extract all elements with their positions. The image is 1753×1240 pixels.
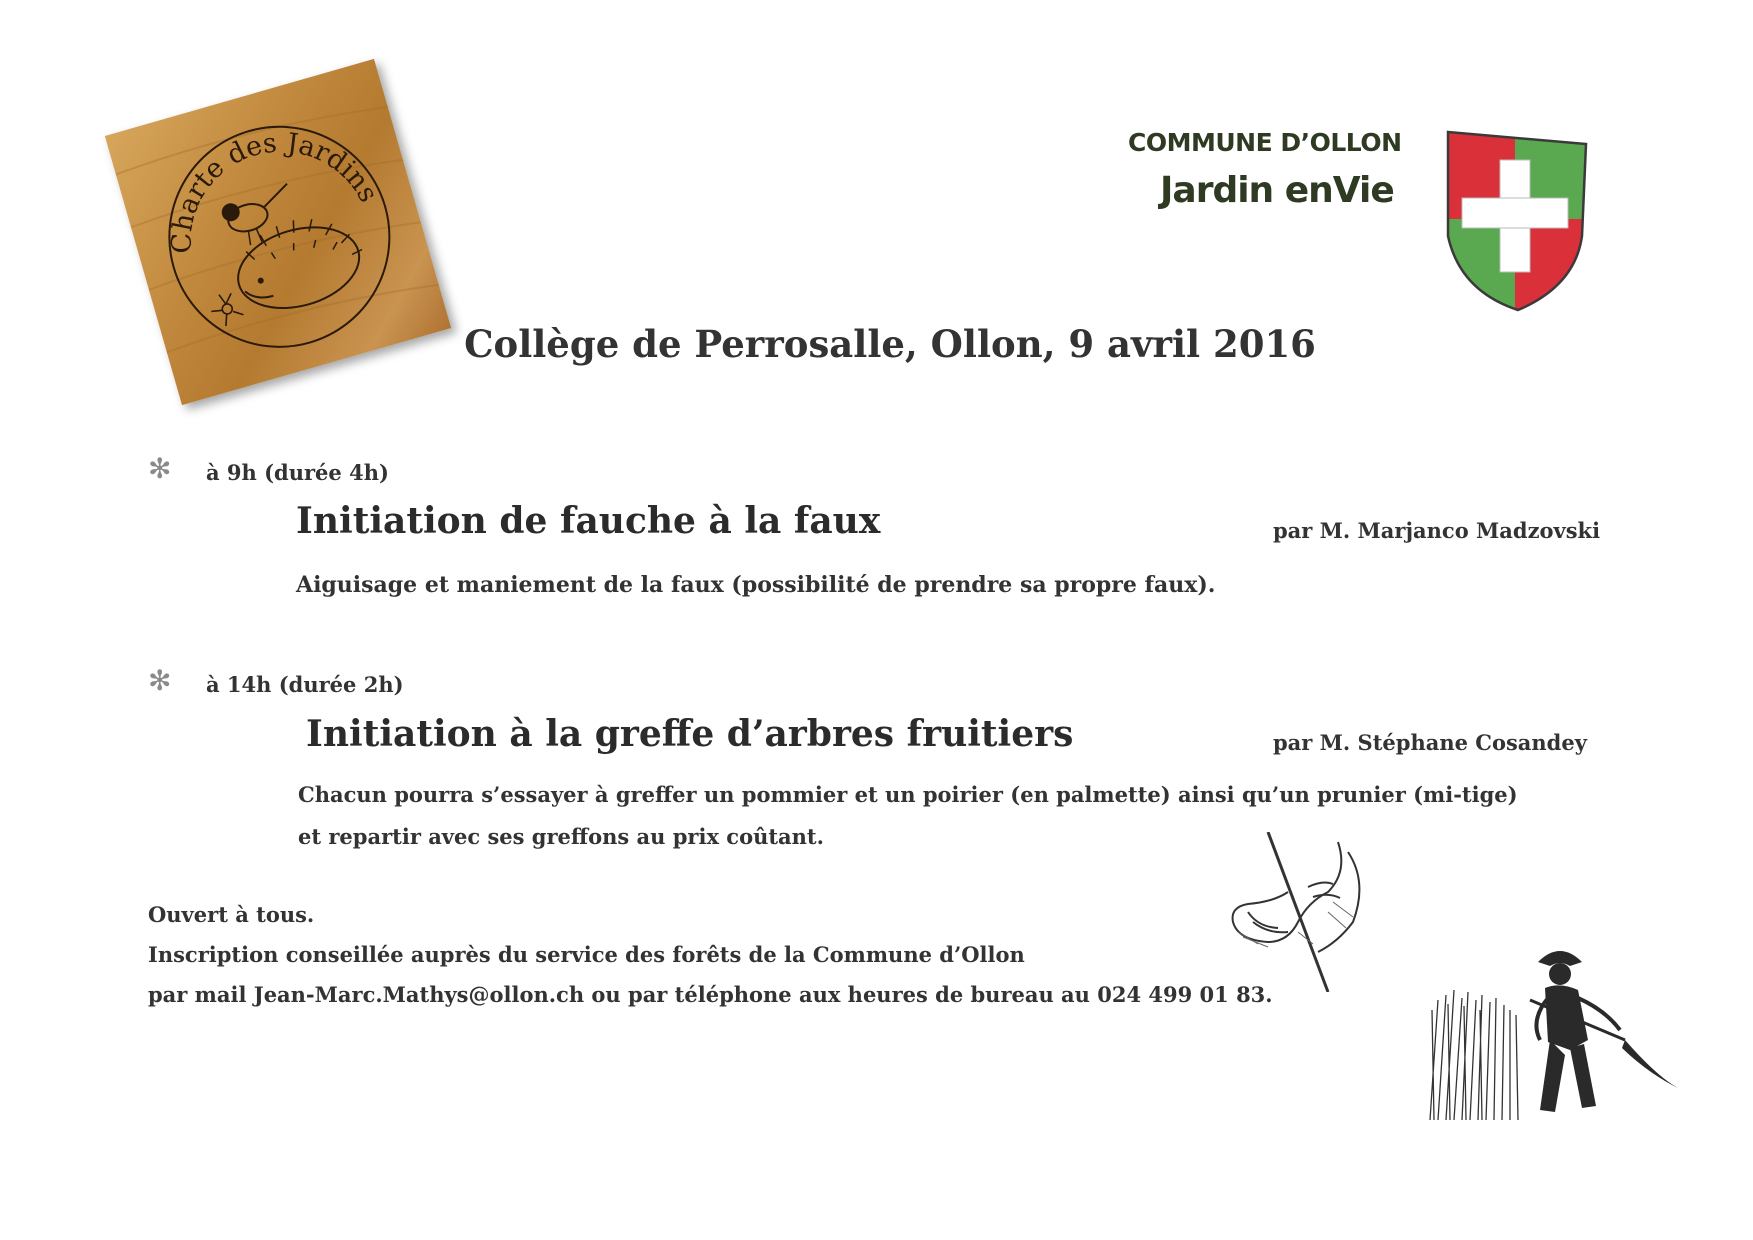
bullet-icon: ✻ — [148, 664, 172, 697]
session-1-time: à 9h (durée 4h) — [206, 460, 389, 485]
grafting-hands-icon — [1228, 832, 1378, 992]
ollon-coat-of-arms-icon — [1440, 126, 1590, 312]
session-1-title: Initiation de fauche à la faux — [296, 500, 881, 542]
session-2-description-line-2: et repartir avec ses greffons au prix coûtant. — [298, 824, 824, 849]
session-1-speaker: par M. Marjanco Madzovski — [1273, 518, 1601, 543]
info-contact: par mail Jean-Marc.Mathys@ollon.ch ou par téléphone aux heures de bureau au 024 499 01 83. — [148, 982, 1273, 1007]
session-2-time: à 14h (durée 2h) — [206, 672, 404, 697]
info-registration: Inscription conseillée auprès du service des forêts de la Commune d’Ollon — [148, 942, 1025, 967]
bullet-icon: ✻ — [148, 452, 172, 485]
logo-text: Charte des Jardins — [166, 127, 384, 254]
session-1-description: Aiguisage et maniement de la faux (possibilité de prendre sa propre faux). — [296, 572, 1216, 598]
program-name: Jardin enVie — [1160, 170, 1394, 211]
session-2-title: Initiation à la greffe d’arbres fruitiers — [306, 713, 1074, 755]
charte-des-jardins-logo — [105, 59, 451, 405]
commune-name: COMMUNE D’OLLON — [1128, 128, 1402, 157]
scythe-mower-icon — [1420, 940, 1685, 1125]
session-2-speaker: par M. Stéphane Cosandey — [1273, 730, 1587, 755]
info-open: Ouvert à tous. — [148, 902, 315, 927]
event-title: Collège de Perrosalle, Ollon, 9 avril 2016 — [464, 322, 1316, 366]
session-2-description-line-1: Chacun pourra s’essayer à greffer un pommier et un poirier (en palmette) ainsi qu’un prunier (mi-tige) — [298, 782, 1518, 807]
hedgehog-bird-icon — [105, 59, 451, 405]
